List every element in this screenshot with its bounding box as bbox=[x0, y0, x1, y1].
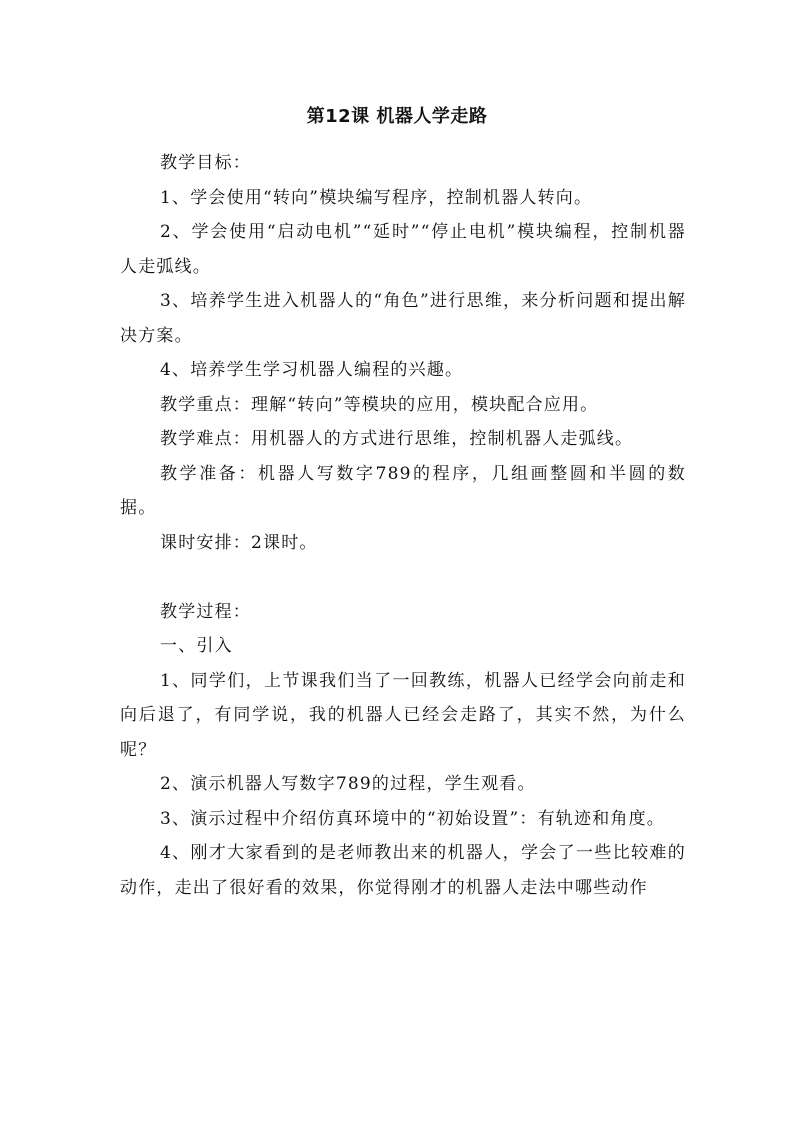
objective-3: 3、培养学生进入机器人的“角色”进行思维，来分析问题和提出解决方案。 bbox=[120, 291, 686, 346]
difficult-points: 教学难点：用机器人的方式进行思维，控制机器人走弧线。 bbox=[160, 429, 634, 449]
process-heading: 教学过程： bbox=[160, 601, 251, 622]
document-body bbox=[120, 146, 686, 905]
lesson-title: 第12课 机器人学走路 bbox=[306, 106, 488, 127]
objectives-heading: 教学目标： bbox=[160, 153, 251, 173]
objective-4: 4、培养学生学习机器人编程的兴趣。 bbox=[160, 360, 464, 380]
process-step-2: 2、演示机器人写数字789的过程，学生观看。 bbox=[160, 774, 536, 794]
process-step-4: 4、刚才大家看到的是老师教出来的机器人，学会了一些比较难的动作，走出了很好看的效果，你觉得刚才的机器人走法中哪些动作 bbox=[120, 843, 686, 898]
objective-2: 2、学会使用“启动电机”“延时”“停止电机”模块编程，控制机器人走弧线。 bbox=[120, 222, 686, 277]
process-step-3: 3、演示过程中介绍仿真环境中的“初始设置”：有轨迹和角度。 bbox=[160, 808, 665, 829]
class-schedule: 课时安排：2课时。 bbox=[160, 532, 318, 553]
blank-line bbox=[120, 560, 686, 595]
key-points: 教学重点：理解“转向”等模块的应用，模块配合应用。 bbox=[160, 394, 599, 415]
teaching-preparation: 教学准备：机器人写数字789的程序，几组画整圆和半圆的数据。 bbox=[120, 463, 686, 518]
section-introduction: 一、引入 bbox=[160, 636, 233, 656]
process-step-1: 1、同学们，上节课我们当了一回教练，机器人已经学会向前走和向后退了，有同学说，我的机器人已经会走路了，其实不然，为什么呢？ bbox=[120, 670, 686, 760]
objective-1: 1、学会使用“转向”模块编写程序，控制机器人转向。 bbox=[160, 187, 593, 208]
